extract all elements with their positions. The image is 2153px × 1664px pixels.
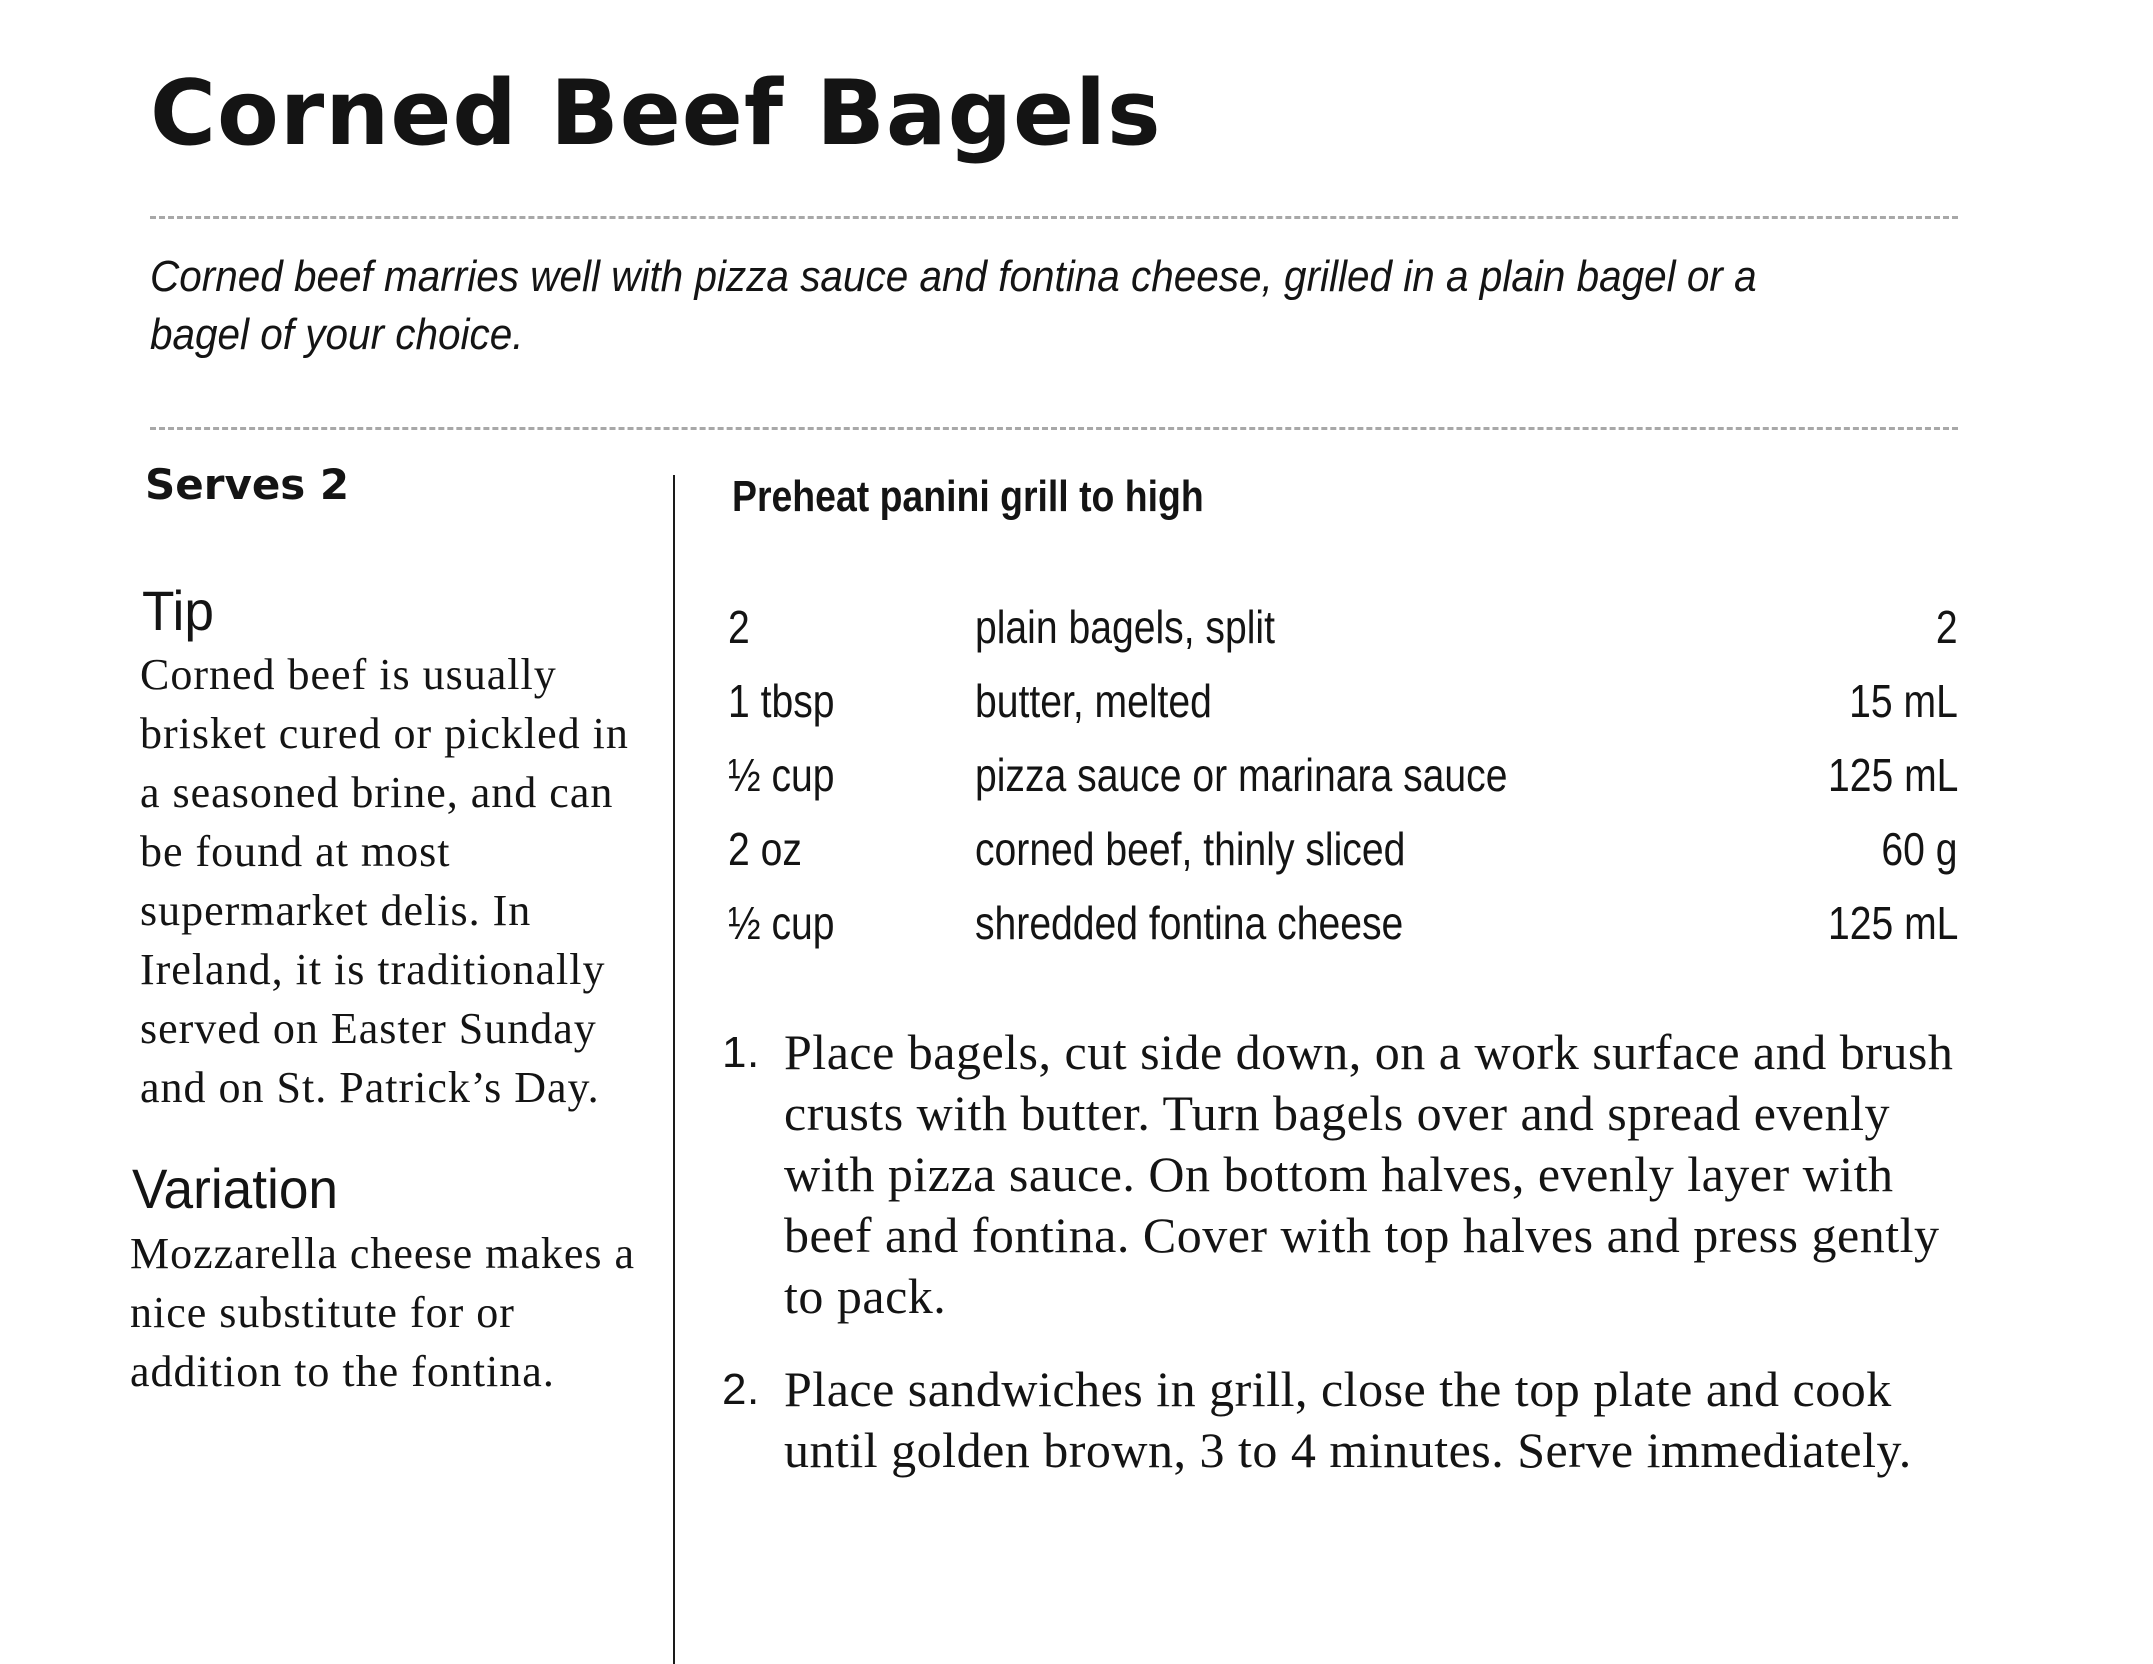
ingredient-metric: 125 mL [1827,749,1958,801]
step-number: 1. [722,1028,760,1077]
ingredient-name: corned beef, thinly sliced [975,823,1406,875]
ingredient-amount: ½ cup [728,749,835,801]
ingredient-metric: 15 mL [1849,675,1958,727]
recipe-intro: Corned beef marries well with pizza sauce and fontina cheese, grilled in a plain bagel or a bagel of your choice. [150,252,1757,359]
bottom-divider [150,427,1958,430]
serves-label: Serves 2 [145,460,350,509]
variation-text: Mozzarella cheese makes a nice substitute for or addition to the fontina. [130,1229,636,1396]
ingredient-list [728,590,1958,960]
ingredient-name: butter, melted [975,675,1212,727]
ingredient-amount: ½ cup [728,897,835,949]
ingredient-row [728,812,1958,886]
ingredient-name: shredded fontina cheese [975,897,1404,949]
tip-text: Corned beef is usually brisket cured or pickled in a seasoned brine, and can be found at most supermarket delis. In Ireland, it is traditionally served on Easter Sunday and on St. Patrick’s Day. [140,650,629,1112]
ingredient-metric: 2 [1936,601,1958,653]
method-step [720,1359,1970,1481]
step-text: Place bagels, cut side down, on a work surface and brush crusts with butter. Turn bagels over and spread evenly with pizza sauce. On bottom halves, evenly layer with beef and fontina. Cover with top halves and press gently to pack. [784,1024,1954,1324]
ingredient-row [728,738,1958,812]
ingredient-row [728,886,1958,960]
preheat-instruction: Preheat panini grill to high [732,472,1204,521]
ingredient-amount: 2 oz [728,823,802,875]
method-steps [720,1022,1970,1513]
step-number: 2. [722,1365,760,1414]
ingredient-row [728,664,1958,738]
ingredient-row [728,590,1958,664]
ingredient-amount: 2 [728,601,750,653]
ingredient-name: pizza sauce or marinara sauce [975,749,1508,801]
column-divider [673,475,675,1664]
ingredient-amount: 1 tbsp [728,675,835,727]
ingredient-name: plain bagels, split [975,601,1275,653]
ingredient-metric: 125 mL [1827,897,1958,949]
recipe-title: Corned Beef Bagels [150,61,1162,166]
method-step [720,1022,1970,1327]
step-text: Place sandwiches in grill, close the top plate and cook until golden brown, 3 to 4 minutes. Serve immediately. [784,1361,1912,1478]
ingredient-metric: 60 g [1881,823,1958,875]
variation-heading: Variation [132,1157,339,1220]
top-divider [150,216,1958,219]
tip-heading: Tip [142,579,214,642]
